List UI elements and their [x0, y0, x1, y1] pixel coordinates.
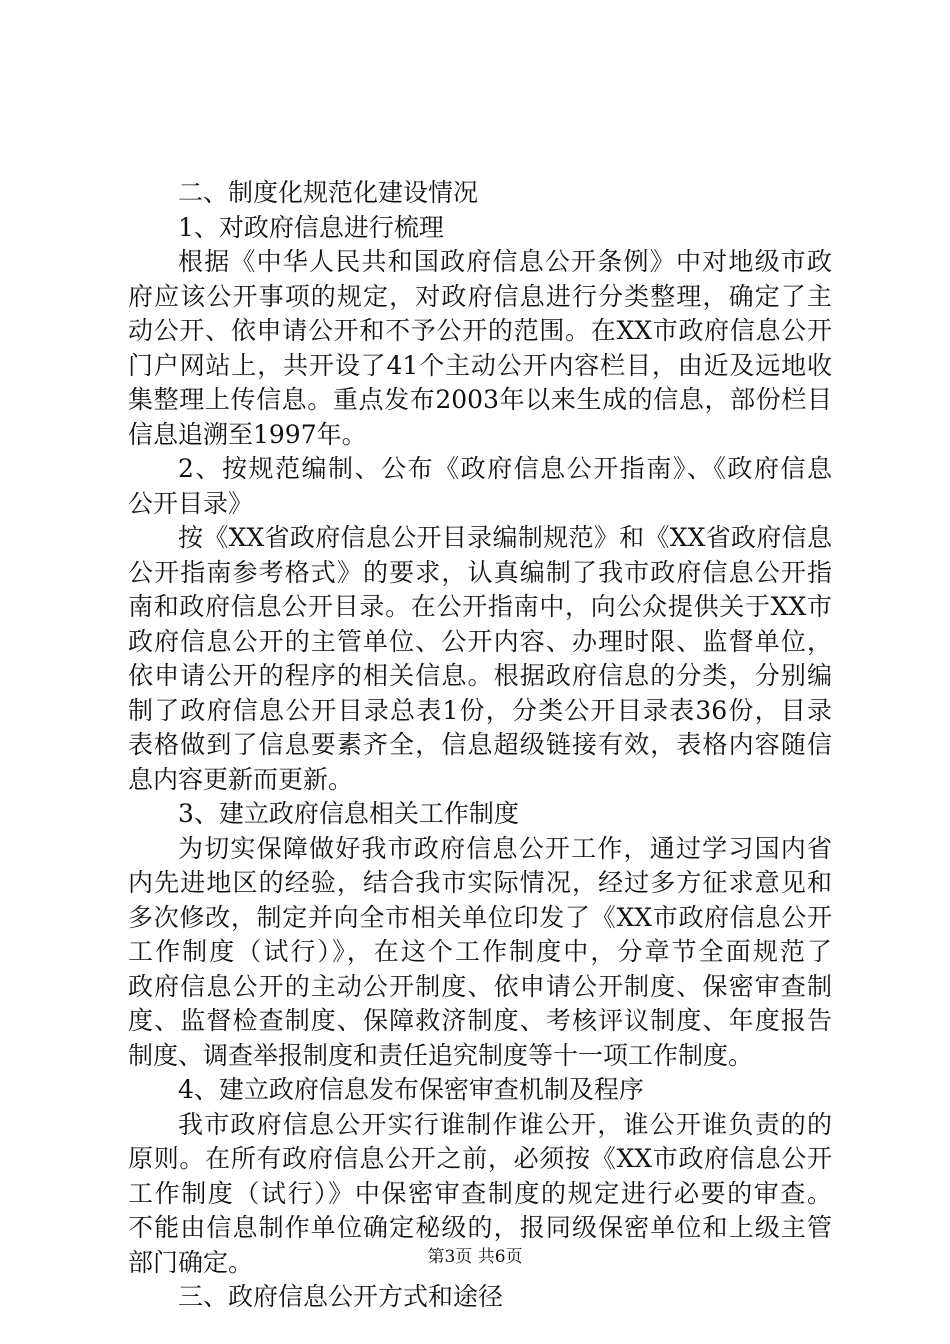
paragraph-line: 工作制度（试行）》，在这个工作制度中，分章节全面规范了 [128, 937, 832, 966]
paragraph-first-line: 2、按规范编制、公布《政府信息公开指南》、《政府信息 [178, 454, 832, 483]
paragraph-line: 集整理上传信息。重点发布2003年以来生成的信息，部份栏目 [128, 385, 832, 414]
paragraph-line: 府应该公开事项的规定，对政府信息进行分类整理，确定了主 [128, 281, 832, 311]
paragraph-line: 动公开、依申请公开和不予公开的范围。在XX市政府信息公开 [128, 316, 832, 345]
paragraph-line: 多次修改，制定并向全市相关单位印发了《XX市政府信息公开 [128, 902, 832, 932]
paragraph-line: 依申请公开的程序的相关信息。根据政府信息的分类，分别编 [128, 661, 832, 690]
section-heading: 二、制度化规范化建设情况 [178, 178, 479, 207]
section-heading: 三、政府信息公开方式和途径 [178, 1282, 504, 1311]
paragraph-line: 政府信息公开的主动公开制度、依申请公开制度、保密审查制 [128, 971, 832, 1001]
paragraph-line: 原则。在所有政府信息公开之前，必须按《XX市政府信息公开 [128, 1144, 832, 1173]
document-body [128, 176, 832, 1315]
paragraph-line: 内先进地区的经验，结合我市实际情况，经过多方征求意见和 [128, 868, 832, 897]
paragraph-line: 不能由信息制作单位确定秘级的，报同级保密单位和上级主管 [128, 1213, 832, 1242]
paragraph-line: 政府信息公开的主管单位、公开内容、办理时限、监督单位， [128, 626, 832, 656]
page-footer: 第3页 共6页 [427, 1247, 523, 1267]
paragraph-line: 工作制度（试行）》中保密审查制度的规定进行必要的审查。 [128, 1178, 832, 1208]
section-heading: 1、对政府信息进行梳理 [178, 212, 444, 242]
paragraph-last-line: 部门确定。 [128, 1247, 254, 1277]
paragraph-first-line: 为切实保障做好我市政府信息公开工作，通过学习国内省 [178, 833, 832, 863]
paragraph-last-line: 公开目录》 [128, 488, 254, 518]
paragraph-line: 表格做到了信息要素齐全，信息超级链接有效，表格内容随信 [128, 730, 832, 759]
paragraph-last-line: 制度、调查举报制度和责任追究制度等十一项工作制度。 [128, 1040, 754, 1070]
paragraph-line: 门户网站上，共开设了41个主动公开内容栏目，由近及远地收 [128, 350, 832, 380]
paragraph-first-line: 根据《中华人民共和国政府信息公开条例》中对地级市政 [178, 247, 832, 276]
paragraph-line: 南和政府信息公开目录。在公开指南中，向公众提供关于XX市 [128, 592, 832, 621]
paragraph-last-line: 息内容更新而更新。 [128, 764, 354, 794]
paragraph-first-line: 按《XX省政府信息公开目录编制规范》和《XX省政府信息 [178, 523, 832, 552]
section-heading: 4、建立政府信息发布保密审查机制及程序 [178, 1075, 644, 1104]
paragraph-line: 公开指南参考格式》的要求，认真编制了我市政府信息公开指 [128, 557, 832, 587]
section-heading: 3、建立政府信息相关工作制度 [178, 799, 519, 828]
paragraph-first-line: 我市政府信息公开实行谁制作谁公开，谁公开谁负责的的 [178, 1109, 832, 1139]
paragraph-line: 度、监督检查制度、保障救济制度、考核评议制度、年度报告 [128, 1006, 832, 1035]
paragraph-last-line: 信息追溯至1997年。 [128, 419, 367, 449]
paragraph-line: 制了政府信息公开目录总表1份，分类公开目录表36份，目录 [128, 695, 832, 725]
